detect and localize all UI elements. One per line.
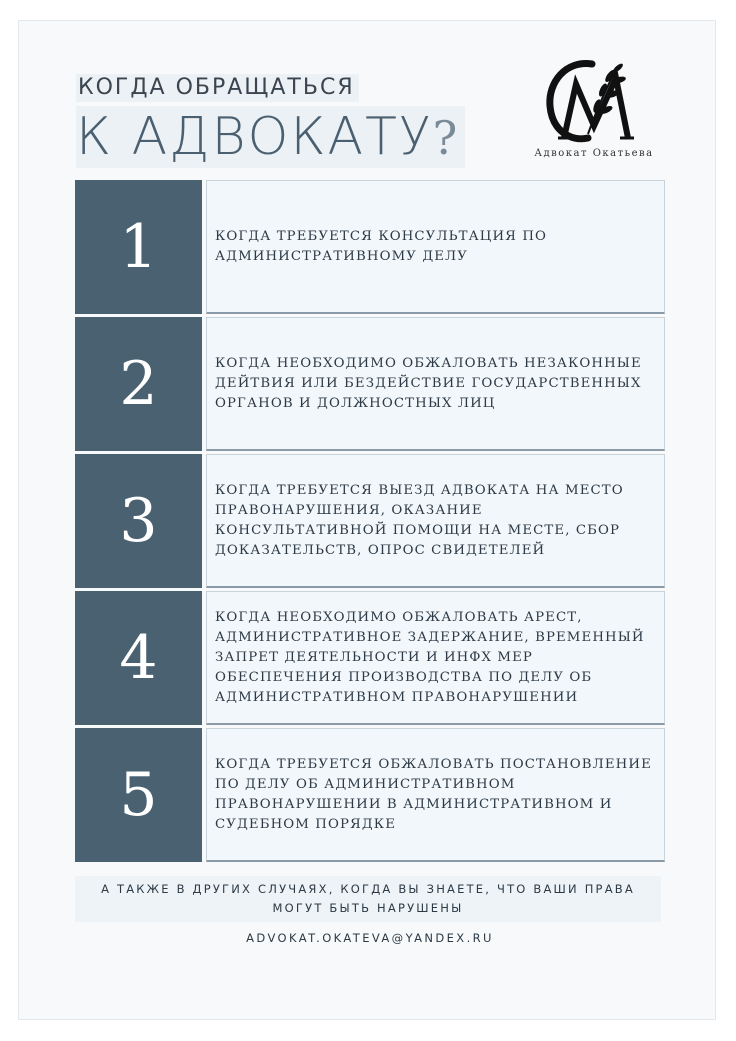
list-item — [75, 317, 665, 451]
item-number: 5 — [75, 728, 202, 862]
title-line-1: КОГДА ОБРАЩАТЬСЯ — [76, 74, 359, 102]
list-item — [75, 591, 665, 725]
logo-caption: Адвокат Окатьева — [534, 148, 654, 159]
list-item — [75, 728, 665, 862]
title-line-2-text: К АДВОКАТУ — [76, 107, 433, 167]
footer-note: А ТАКЖЕ В ДРУГИХ СЛУЧАЯХ, КОГДА ВЫ ЗНАЕТЕ, ЧТО ВАШИ ПРАВА МОГУТ БЫТЬ НАРУШЕНЫ — [75, 876, 661, 922]
item-number: 1 — [75, 180, 202, 314]
item-text — [206, 317, 665, 451]
list-item — [75, 454, 665, 588]
item-text — [206, 454, 665, 588]
item-number: 3 — [75, 454, 202, 588]
title-question-mark: ? — [432, 111, 460, 165]
title-line-2 — [76, 106, 465, 168]
item-number: 2 — [75, 317, 202, 451]
list-item — [75, 180, 665, 314]
item-text — [206, 591, 665, 725]
item-text-content: КОГДА НЕОБХОДИМО ОБЖАЛОВАТЬ АРЕСТ, АДМИНИСТРАТИВНОЕ ЗАДЕРЖАНИЕ, ВРЕМЕННЫЙ ЗАПРЕТ ДЕЯТЕЛЬНОСТИ И ИНФХ МЕР ОБЕСПЕЧЕНИЯ ПРОИЗВОДСТВА ПО ДЕЛУ ОБ АДМИНИСТРАТИВНОМ ПРАВОНАРУШЕНИИ — [215, 609, 645, 705]
item-text — [206, 180, 665, 314]
item-text — [206, 728, 665, 862]
item-text-content: КОГДА ТРЕБУЕТСЯ ВЫЕЗД АДВОКАТА НА МЕСТО ПРАВОНАРУШЕНИЯ, ОКАЗАНИЕ КОНСУЛЬТАТИВНОЙ ПОМОЩИ НА МЕСТЕ, СБОР ДОКАЗАТЕЛЬСТВ, ОПРОС СВИДЕТЕЛЕЙ — [215, 482, 624, 558]
item-text-content: КОГДА ТРЕБУЕТСЯ ОБЖАЛОВАТЬ ПОСТАНОВЛЕНИЕ ПО ДЕЛУ ОБ АДМИНИСТРАТИВНОМ ПРАВОНАРУШЕНИИ В АДМИНИСТРАТИВНОМ И СУДЕБНОМ ПОРЯДКЕ — [215, 756, 652, 832]
item-text-content: КОГДА ТРЕБУЕТСЯ КОНСУЛЬТАЦИЯ ПО АДМИНИСТРАТИВНОМУ ДЕЛУ — [215, 228, 548, 264]
item-text-content: КОГДА НЕОБХОДИМО ОБЖАЛОВАТЬ НЕЗАКОННЫЕ ДЕЙТВИЯ ИЛИ БЕЗДЕЙСТВИЕ ГОСУДАРСТВЕННЫХ ОРГАНОВ И ДОЛЖНОСТНЫХ ЛИЦ — [215, 355, 642, 411]
item-number: 4 — [75, 591, 202, 725]
contact-email[interactable]: ADVOKAT.OKATEVA@YANDEX.RU — [246, 931, 494, 945]
